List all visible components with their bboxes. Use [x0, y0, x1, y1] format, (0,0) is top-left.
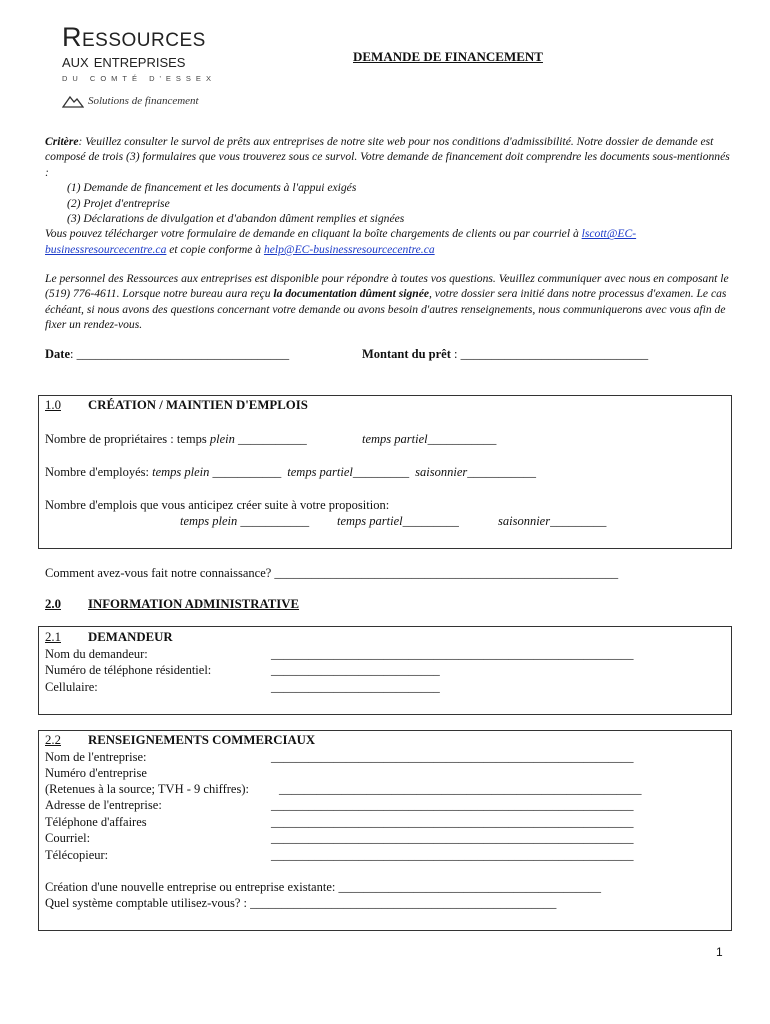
anticipated-jobs-label: Nombre d'emplois que vous anticipez créer suite à votre proposition:	[45, 498, 390, 512]
email-link-lscott[interactable]: lscott@EC-businessresourcecentre.ca	[45, 227, 637, 256]
fax-label: Télécopieur:	[45, 848, 109, 862]
section-2-2-title: RENSEIGNEMENTS COMMERCIAUX	[88, 733, 316, 747]
owners-field[interactable]	[45, 432, 307, 447]
email-link-help[interactable]: help@EC-businessresourcecentre.ca	[263, 242, 435, 256]
loan-amount-field[interactable]	[362, 347, 648, 362]
employees-field[interactable]	[45, 465, 536, 480]
date-blank: : __________________________________	[70, 347, 290, 361]
staff-paragraph	[45, 271, 735, 333]
document-title: DEMANDE DE FINANCEMENT	[353, 49, 543, 64]
business-phone-blank[interactable]: __________________________________________________________	[271, 815, 634, 829]
owners-blank-part: ___________	[427, 432, 497, 446]
cc-text: et copie conforme à	[166, 242, 264, 256]
section-2-1-heading	[45, 630, 173, 645]
applicant-name-blank[interactable]: __________________________________________________________	[271, 647, 634, 661]
section-1-heading	[45, 398, 308, 413]
list-item: (2) Projet d'entreprise	[67, 196, 170, 210]
section-1-title: CRÉATION / MAINTIEN D'EMPLOIS	[88, 398, 308, 412]
section-2-heading	[45, 597, 299, 612]
anticipated-part-time[interactable]: temps partiel_________	[337, 514, 459, 528]
logo-subtitle: aux entreprises	[62, 51, 186, 71]
owners-part-time-field[interactable]	[362, 432, 496, 447]
business-number-blank[interactable]: __________________________________________________________	[279, 782, 642, 796]
accounting-system-field[interactable]: Quel système comptable utilisez-vous? : _________________________________________________	[45, 896, 557, 910]
list-item: (3) Déclarations de divulgation et d'abandon dûment remplies et signées	[67, 212, 405, 226]
criteria-paragraph	[45, 134, 735, 257]
anticipated-seasonal[interactable]: saisonnier_________	[498, 514, 607, 528]
home-phone-blank[interactable]: ___________________________	[271, 663, 440, 677]
employees-part-time: temps partiel_________	[287, 465, 410, 479]
list-item: (1) Demande de financement et les documents à l'appui exigés	[67, 181, 357, 195]
new-or-existing-field[interactable]: Création d'une nouvelle entreprise ou entreprise existante: __________________________________________	[45, 880, 601, 894]
logo-mountain-icon	[62, 94, 84, 112]
business-address-label: Adresse de l'entreprise:	[45, 798, 162, 812]
owners-label: Nombre de propriétaires : temps	[45, 432, 210, 446]
staff-text-2: , votre dossier sera initié dans notre processus d'examen. Le cas échéant, si nous avons des questions concernant votre demande ou avons besoin d'autres renseignements, nous communiquerons avec vous afin de fixer un rendez-vous.	[45, 287, 727, 332]
payroll-hst-label: (Retenues à la source; TVH - 9 chiffres):	[45, 782, 249, 796]
owners-part-time: temps partiel	[362, 432, 428, 446]
loan-amount-label: Montant du prêt	[362, 347, 451, 361]
page-number: 1	[716, 945, 723, 959]
loan-amount-blank: : ______________________________	[450, 347, 649, 361]
section-2-2-heading	[45, 733, 315, 748]
section-2-title: INFORMATION ADMINISTRATIVE	[88, 597, 300, 611]
email-blank[interactable]: __________________________________________________________	[271, 831, 634, 845]
staff-text-1: Le personnel des Ressources aux entreprises est disponible pour répondre à toutes vos questions. Veuillez communiquer avec nous en composant le (519) 776-4611. Lorsque notre bureau aura reçu	[45, 272, 729, 301]
cell-phone-blank[interactable]: ___________________________	[271, 680, 440, 694]
section-2-number: 2.0	[45, 597, 61, 611]
anticipated-full-time[interactable]: temps plein ___________	[180, 514, 310, 528]
business-address-blank[interactable]: __________________________________________________________	[271, 798, 634, 812]
owners-blank-full: ___________	[234, 432, 307, 446]
staff-bold-text: la documentation dûment signée	[273, 287, 429, 301]
criteria-text: : Veuillez consulter le survol de prêts aux entreprises de notre site web pour nos conditions d'admissibilité. Notre dossier de demande est composé de trois (3) formulaires que vous trouverez sous ce survol. Votre demande de financement doit comprendre les documents sous-mentionnés :	[45, 135, 730, 179]
criteria-label: Critère	[45, 135, 79, 148]
logo-county: DU COMTÉ D'ESSEX	[62, 74, 216, 83]
date-label: Date	[45, 347, 70, 361]
logo-tagline: Solutions de financement	[88, 95, 199, 107]
fax-blank[interactable]: __________________________________________________________	[271, 848, 634, 862]
business-number-label: Numéro d'entreprise	[45, 766, 147, 780]
upload-text: Vous pouvez télécharger votre formulaire de demande en cliquant la boîte chargements de clients ou par courriel à	[45, 227, 582, 241]
employees-full-time: temps plein ___________	[152, 465, 282, 479]
business-name-blank[interactable]: __________________________________________________________	[271, 750, 634, 764]
logo-title: Ressources	[62, 22, 206, 52]
section-2-2-number: 2.2	[45, 733, 61, 747]
section-1-number: 1.0	[45, 398, 61, 412]
email-label: Courriel:	[45, 831, 91, 845]
employees-label: Nombre d'employés:	[45, 465, 153, 479]
home-phone-label: Numéro de téléphone résidentiel:	[45, 663, 212, 677]
section-2-1-number: 2.1	[45, 630, 61, 644]
business-name-label: Nom de l'entreprise:	[45, 750, 147, 764]
business-phone-label: Téléphone d'affaires	[45, 815, 147, 829]
applicant-name-label: Nom du demandeur:	[45, 647, 148, 661]
employees-seasonal: saisonnier___________	[415, 465, 536, 479]
date-field[interactable]	[45, 347, 289, 362]
cell-phone-label: Cellulaire:	[45, 680, 98, 694]
how-heard-field[interactable]: Comment avez-vous fait notre connaissance? _______________________________________________________	[45, 566, 619, 580]
section-2-1-title: DEMANDEUR	[88, 630, 173, 644]
owners-full-time: plein	[209, 432, 235, 446]
